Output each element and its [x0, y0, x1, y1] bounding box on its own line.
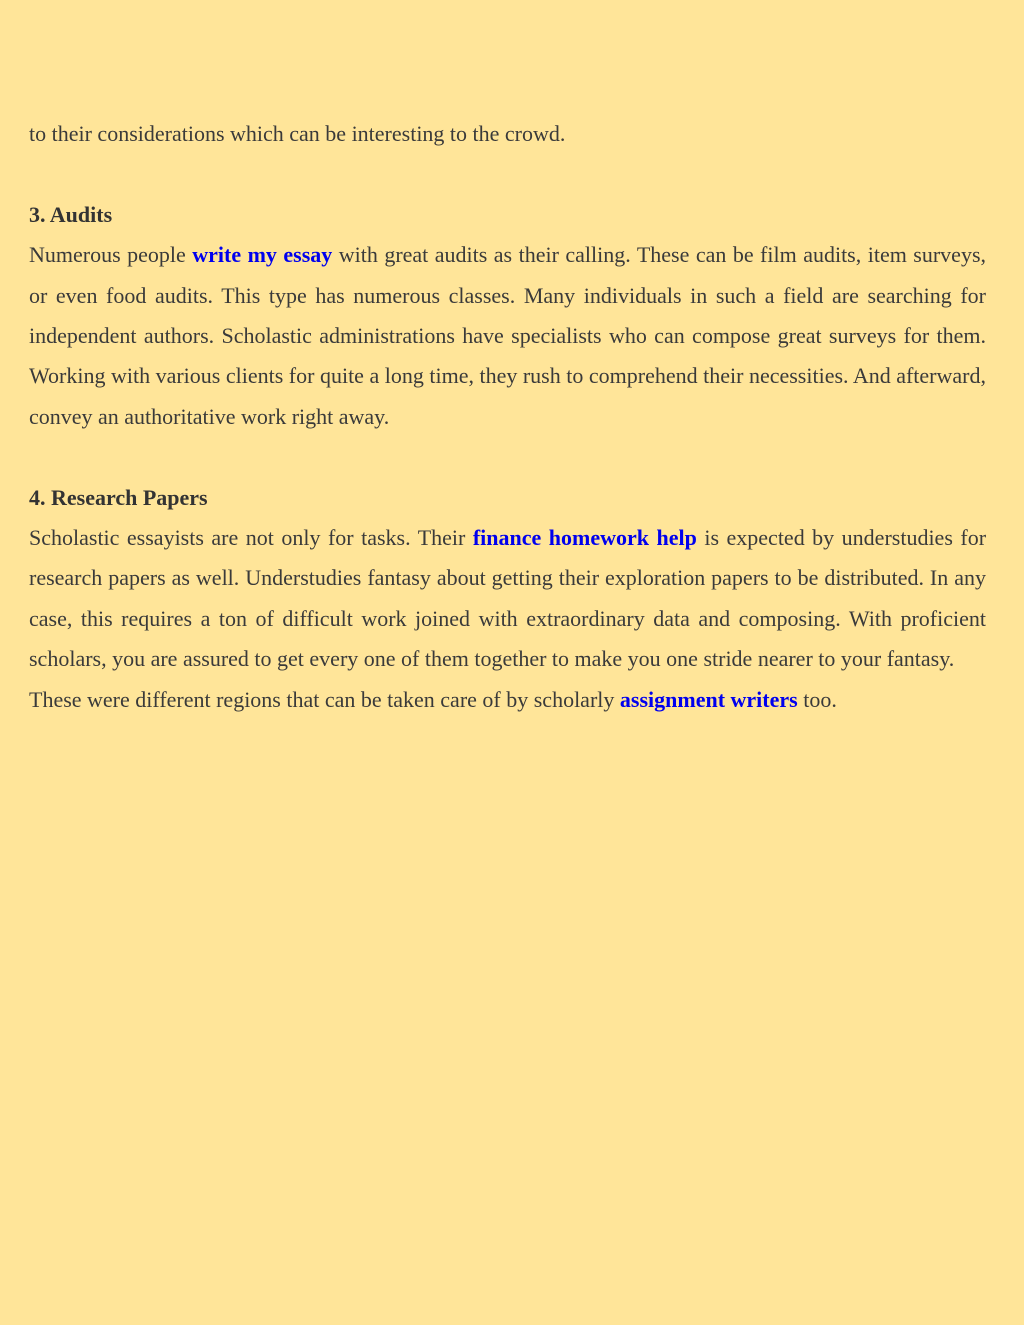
- document-page: [29, 114, 986, 720]
- section-paragraph-research-papers: [29, 518, 986, 680]
- closing-text-before: These were different regions that can be taken care of by scholarly: [29, 686, 620, 712]
- paragraph-spacer: [29, 437, 986, 477]
- audits-text-before: Numerous people: [29, 242, 193, 268]
- intro-paragraph: to their considerations which can be interesting to the crowd.: [29, 121, 566, 146]
- section-heading-audits: 3. Audits: [29, 201, 113, 227]
- write-my-essay-link[interactable]: write my essay: [192, 242, 333, 268]
- research-text-after: is expected by understudies for research papers as well. Understudies fantasy about getting their exploration papers to be distributed. In any case, this requires a ton of difficult work joined with extraordinary data and composing. With proficient scholars, you are assured to get every one of them together to make you one stride nearer to your fantasy.: [29, 525, 987, 672]
- research-text-before: Scholastic essayists are not only for tasks. Their: [29, 525, 473, 551]
- closing-paragraph: [29, 680, 986, 720]
- closing-text-after: too.: [797, 686, 837, 712]
- finance-homework-help-link[interactable]: finance homework help: [472, 525, 697, 551]
- audits-text-after: with great audits as their calling. These can be film audits, item surveys, or even food audits. This type has numerous classes. Many individuals in such a field are searching for independent authors. Scholastic administrations have specialists who can compose great surveys for them. Working with various clients for quite a long time, they rush to comprehend their necessities. And afterward, convey an authoritative work right away.: [29, 242, 987, 429]
- paragraph-spacer: [29, 154, 986, 194]
- section-heading-research-papers: 4. Research Papers: [29, 484, 208, 510]
- assignment-writers-link[interactable]: assignment writers: [619, 686, 798, 712]
- section-paragraph-audits: [29, 235, 986, 437]
